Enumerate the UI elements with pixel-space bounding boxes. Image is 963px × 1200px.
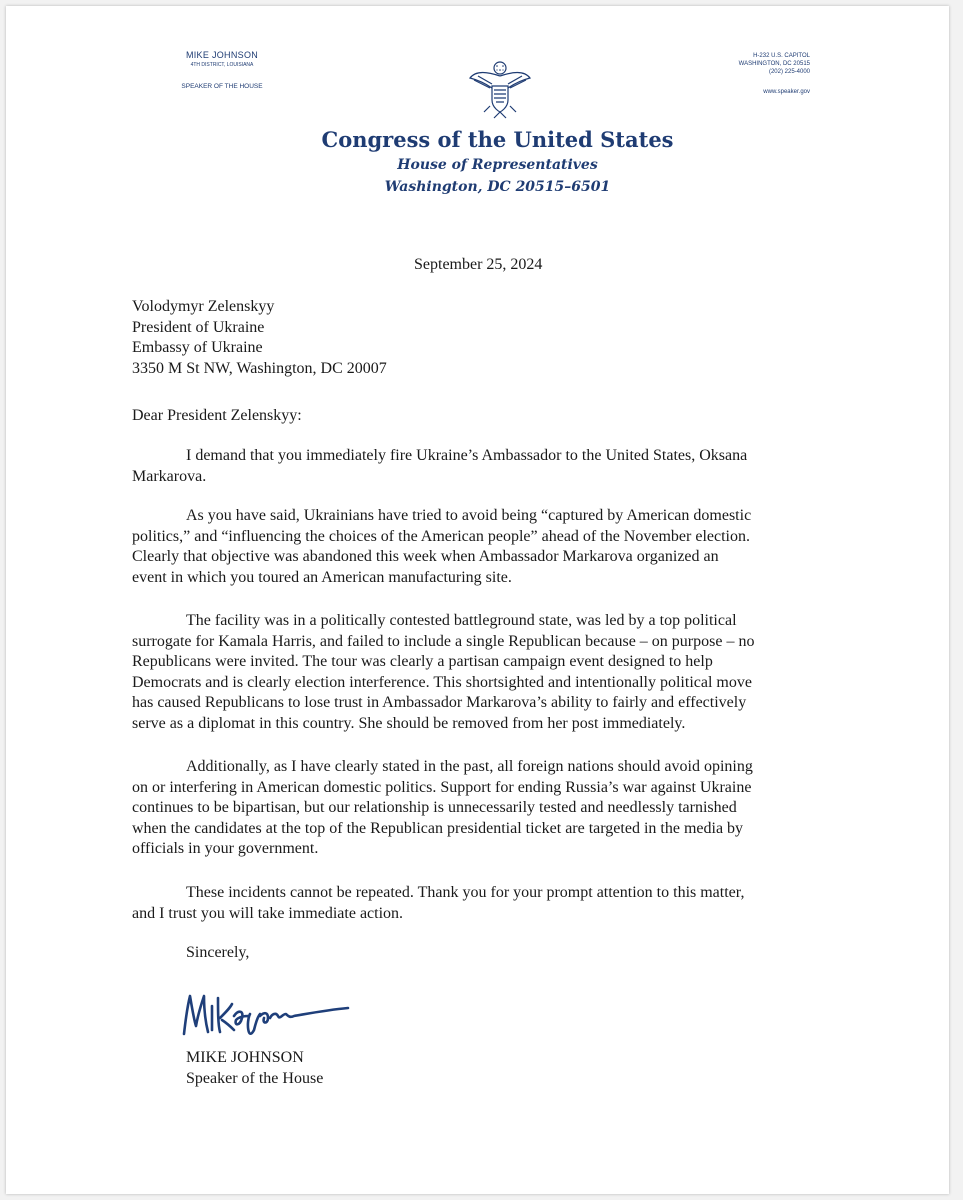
signer-name: MIKE JOHNSON — [186, 1049, 304, 1066]
header-district: 4TH DISTRICT, LOUISIANA — [190, 62, 254, 68]
paragraph-4 — [132, 757, 850, 860]
recipient-address: 3350 M St NW, Washington, DC 20007 — [132, 359, 387, 377]
paragraph-line: officials in your government. — [132, 840, 319, 857]
recipient-block — [132, 297, 387, 379]
signature-block — [186, 1048, 323, 1089]
paragraph-line: and I trust you will take immediate action. — [132, 904, 404, 922]
header-phone: (202) 225-4000 — [768, 69, 810, 75]
header-name: MIKE JOHNSON — [185, 50, 259, 60]
salutation: Dear President Zelenskyy: — [132, 407, 302, 424]
recipient-title: President of Ukraine — [132, 318, 265, 336]
header-right-block — [734, 52, 810, 96]
paragraph-line: has caused Republicans to lose trust in Ambassador Markarova’s ability to fairly and effectively — [132, 694, 747, 711]
paragraph-line: As you have said, Ukrainians have tried to avoid being “captured by American domestic — [186, 507, 752, 524]
handwritten-signature — [176, 986, 356, 1046]
paragraph-line: continues to be bipartisan, but our relationship is unnecessarily tested and needlessly tarnished — [132, 799, 737, 816]
letter-date: September 25, 2024 — [414, 256, 543, 273]
header-address-line1: H-232 U.S. CAPITOL — [753, 53, 810, 59]
header-website: www.speaker.gov — [763, 89, 810, 95]
paragraph-line: event in which you toured an American manufacturing site. — [132, 568, 512, 586]
paragraph-1 — [132, 446, 850, 487]
letterhead-address: Washington, DC 20515–6501 — [384, 179, 611, 195]
paragraph-line: when the candidates at the top of the Republican presidential ticket are targeted in the media by — [132, 819, 744, 837]
header-left-block — [166, 50, 278, 90]
paragraph-line: Markarova. — [132, 467, 207, 485]
paragraph-line: I demand that you immediately fire Ukraine’s Ambassador to the United States, Oksana — [186, 447, 748, 464]
header-title: SPEAKER OF THE HOUSE — [181, 83, 263, 90]
recipient-name: Volodymyr Zelenskyy — [132, 298, 275, 315]
recipient-organization: Embassy of Ukraine — [132, 339, 263, 356]
house-seal-icon — [468, 58, 532, 120]
paragraph-line: Democrats and is clearly election interference. This shortsighted and intentionally political move — [132, 673, 752, 691]
paragraph-line: surrogate for Kamala Harris, and failed to include a single Republican because – on purpose – no — [132, 632, 755, 650]
closing: Sincerely, — [186, 944, 250, 961]
paragraph-line: serve as a diplomat in this country. She should be removed from her post immediately. — [132, 714, 686, 732]
signer-title: Speaker of the House — [186, 1069, 324, 1087]
paragraph-3 — [132, 611, 850, 734]
paragraph-line: Additionally, as I have clearly stated in the past, all foreign nations should avoid opining — [186, 758, 753, 775]
paragraph-line: These incidents cannot be repeated. Thank you for your prompt attention to this matter, — [186, 884, 745, 901]
paragraph-line: Clearly that objective was abandoned this week when Ambassador Markarova organized an — [132, 548, 719, 565]
paragraph-line: politics,” and “influencing the choices of the American people” ahead of the November election. — [132, 527, 750, 545]
paragraph-line: Republicans were invited. The tour was clearly a partisan campaign event designed to help — [132, 653, 713, 670]
paragraph-line: The facility was in a politically contested battleground state, was led by a top political — [186, 612, 737, 629]
paragraph-5 — [132, 883, 850, 924]
letterhead-house: House of Representatives — [397, 157, 598, 173]
letter-page — [6, 6, 949, 1194]
header-address-line2: WASHINGTON, DC 20515 — [738, 61, 810, 67]
letterhead-congress: Congress of the United States — [321, 127, 674, 152]
paragraph-line: on or interfering in American domestic politics. Support for ending Russia’s war against Ukraine — [132, 778, 752, 796]
paragraph-2 — [132, 506, 850, 588]
